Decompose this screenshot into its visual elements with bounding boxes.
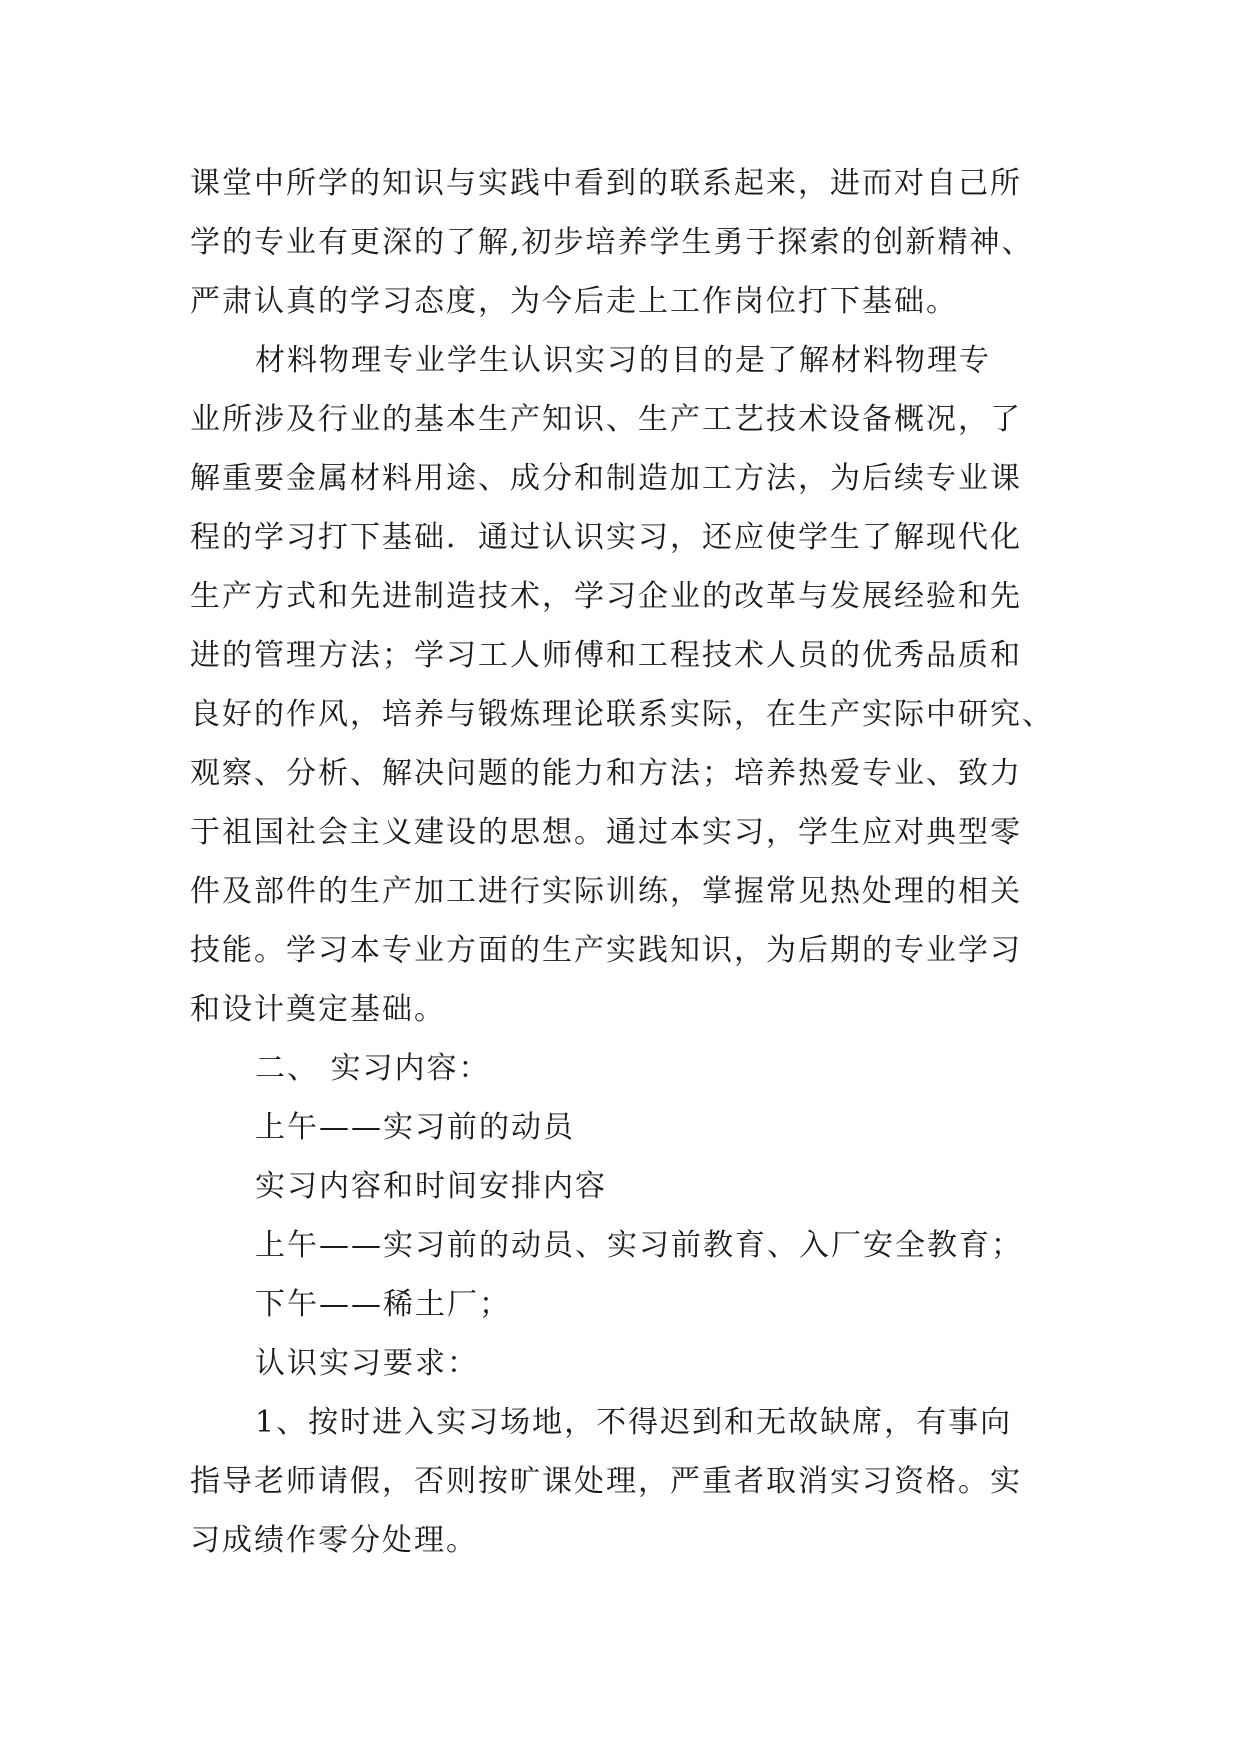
list-item-continuation: 习成绩作零分处理。 bbox=[190, 1523, 478, 1558]
paragraph-line: 进的管理方法；学习工人师傅和工程技术人员的优秀品质和 bbox=[190, 638, 1022, 673]
paragraph-line: 材料物理专业学生认识实习的目的是了解材料物理专 bbox=[255, 343, 991, 378]
paragraph-line: 上午——实习前的动员 bbox=[255, 1110, 575, 1145]
paragraph-line: 实习内容和时间安排内容 bbox=[255, 1169, 607, 1204]
list-item: 1、按时进入实习场地，不得迟到和无故缺席，有事向 bbox=[255, 1405, 1013, 1440]
paragraph-line: 解重要金属材料用途、成分和制造加工方法，为后续专业课 bbox=[190, 461, 1022, 496]
paragraph-line: 学的专业有更深的了解,初步培养学生勇于探索的创新精神、 bbox=[190, 225, 1034, 260]
paragraph-line: 上午——实习前的动员、实习前教育、入厂安全教育； bbox=[255, 1228, 1023, 1263]
paragraph-line: 课堂中所学的知识与实践中看到的联系起来，进而对自己所 bbox=[190, 166, 1022, 201]
subheading: 认识实习要求： bbox=[255, 1346, 479, 1381]
paragraph-line: 程的学习打下基础．通过认识实习，还应使学生了解现代化 bbox=[190, 520, 1022, 555]
list-item-continuation: 指导老师请假，否则按旷课处理，严重者取消实习资格。实 bbox=[190, 1464, 1022, 1499]
paragraph-line: 下午——稀土厂； bbox=[255, 1287, 511, 1322]
paragraph-line: 于祖国社会主义建设的思想。通过本实习，学生应对典型零 bbox=[190, 815, 1022, 850]
paragraph-line: 严肃认真的学习态度，为今后走上工作岗位打下基础。 bbox=[190, 284, 958, 319]
paragraph-line: 技能。学习本专业方面的生产实践知识，为后期的专业学习 bbox=[190, 933, 1022, 968]
paragraph-line: 生产方式和先进制造技术，学习企业的改革与发展经验和先 bbox=[190, 579, 1022, 614]
paragraph-line: 观察、分析、解决问题的能力和方法；培养热爱专业、致力 bbox=[190, 756, 1022, 791]
paragraph-line: 和设计奠定基础。 bbox=[190, 992, 446, 1027]
paragraph-line: 良好的作风，培养与锻炼理论联系实际，在生产实际中研究、 bbox=[190, 697, 1054, 732]
section-heading: 二、 实习内容： bbox=[255, 1051, 491, 1086]
paragraph-line: 件及部件的生产加工进行实际训练，掌握常见热处理的相关 bbox=[190, 874, 1022, 909]
paragraph-line: 业所涉及行业的基本生产知识、生产工艺技术设备概况，了 bbox=[190, 402, 1022, 437]
